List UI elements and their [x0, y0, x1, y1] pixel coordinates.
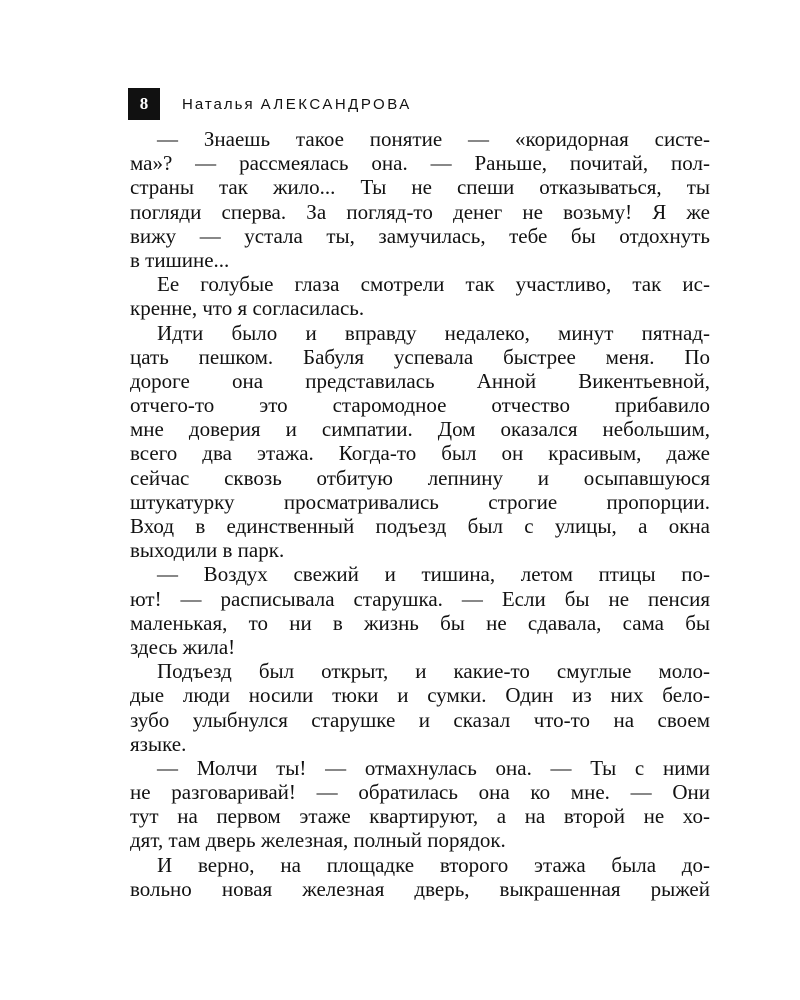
text-line: вольно новая железная дверь, выкрашенная рыжей: [130, 876, 710, 901]
text-line: дороге она представилась Анной Викентьевной,: [130, 368, 710, 393]
text-line: мне доверия и симпатии. Дом оказался небольшим,: [130, 417, 710, 442]
text-line: Подъезд был открыт, и какие-то смуглые моло-: [157, 659, 710, 684]
page-number: 8: [128, 88, 160, 120]
text-line: вижу — устала ты, замучилась, тебе бы отдохнуть: [130, 223, 710, 248]
text-line: всего два этажа. Когда-то был он красивым, даже: [130, 441, 710, 466]
text-line: зубо улыбнулся старушке и сказал что-то на своем: [130, 707, 710, 732]
text-line: в тишине...: [130, 247, 230, 272]
text-line: — Знаешь такое понятие — «коридорная систе-: [157, 127, 710, 151]
text-line: Идти было и вправду недалеко, минут пятнад-: [157, 320, 710, 345]
text-line: кренне, что я согласилась.: [130, 296, 365, 321]
text-line: тут на первом этаже квартируют, а на второй не хо-: [130, 804, 710, 829]
text-line: дят, там дверь железная, полный порядок.: [130, 828, 506, 853]
text-line: штукатурку просматривались строгие пропорции.: [130, 489, 710, 514]
paragraph: [130, 321, 710, 563]
text-line: — Молчи ты! — отмахнулась она. — Ты с ними: [157, 755, 710, 780]
text-line: выходили в парк.: [130, 538, 285, 563]
text-line: страны так жило... Ты не спеши отказываться, ты: [130, 175, 710, 200]
paragraph: [130, 853, 710, 901]
text-line: — Воздух свежий и тишина, летом птицы по-: [157, 562, 710, 587]
paragraph: [130, 756, 710, 853]
body-text: [130, 127, 710, 901]
paragraph: [130, 562, 710, 659]
text-line: Ее голубые глаза смотрели так участливо, так ис-: [157, 272, 710, 297]
author-last-name: АЛЕКСАНДРОВА: [260, 95, 412, 113]
text-line: отчего-то это старомодное отчество прибавило: [130, 393, 710, 418]
paragraph: [130, 659, 710, 756]
text-line: погляди сперва. За погляд-то денег не возьму! Я же: [130, 199, 710, 224]
text-line: сейчас сквозь отбитую лепнину и осыпавшуюся: [130, 465, 710, 490]
text-line: Вход в единственный подъезд был с улицы, а окна: [130, 514, 710, 538]
text-line: здесь жила!: [130, 634, 236, 659]
running-header: [128, 88, 412, 120]
author-first-name: Наталья: [182, 95, 255, 113]
text-line: И верно, на площадке второго этажа была до-: [157, 852, 710, 877]
text-line: цать пешком. Бабуля успевала быстрее меня. По: [130, 344, 710, 369]
paragraph: [130, 272, 710, 320]
text-line: языке.: [130, 731, 187, 756]
text-line: не разговаривай! — обратилась она ко мне. — Они: [130, 780, 710, 805]
text-line: маленькая, то ни в жизнь бы не сдавала, сама бы: [130, 610, 710, 635]
text-line: ют! — расписывала старушка. — Если бы не пенсия: [130, 586, 710, 611]
text-line: дые люди носили тюки и сумки. Один из них бело-: [130, 683, 710, 708]
text-line: ма»? — рассмеялась она. — Раньше, почитай, пол-: [130, 151, 710, 176]
paragraph: [130, 127, 710, 272]
